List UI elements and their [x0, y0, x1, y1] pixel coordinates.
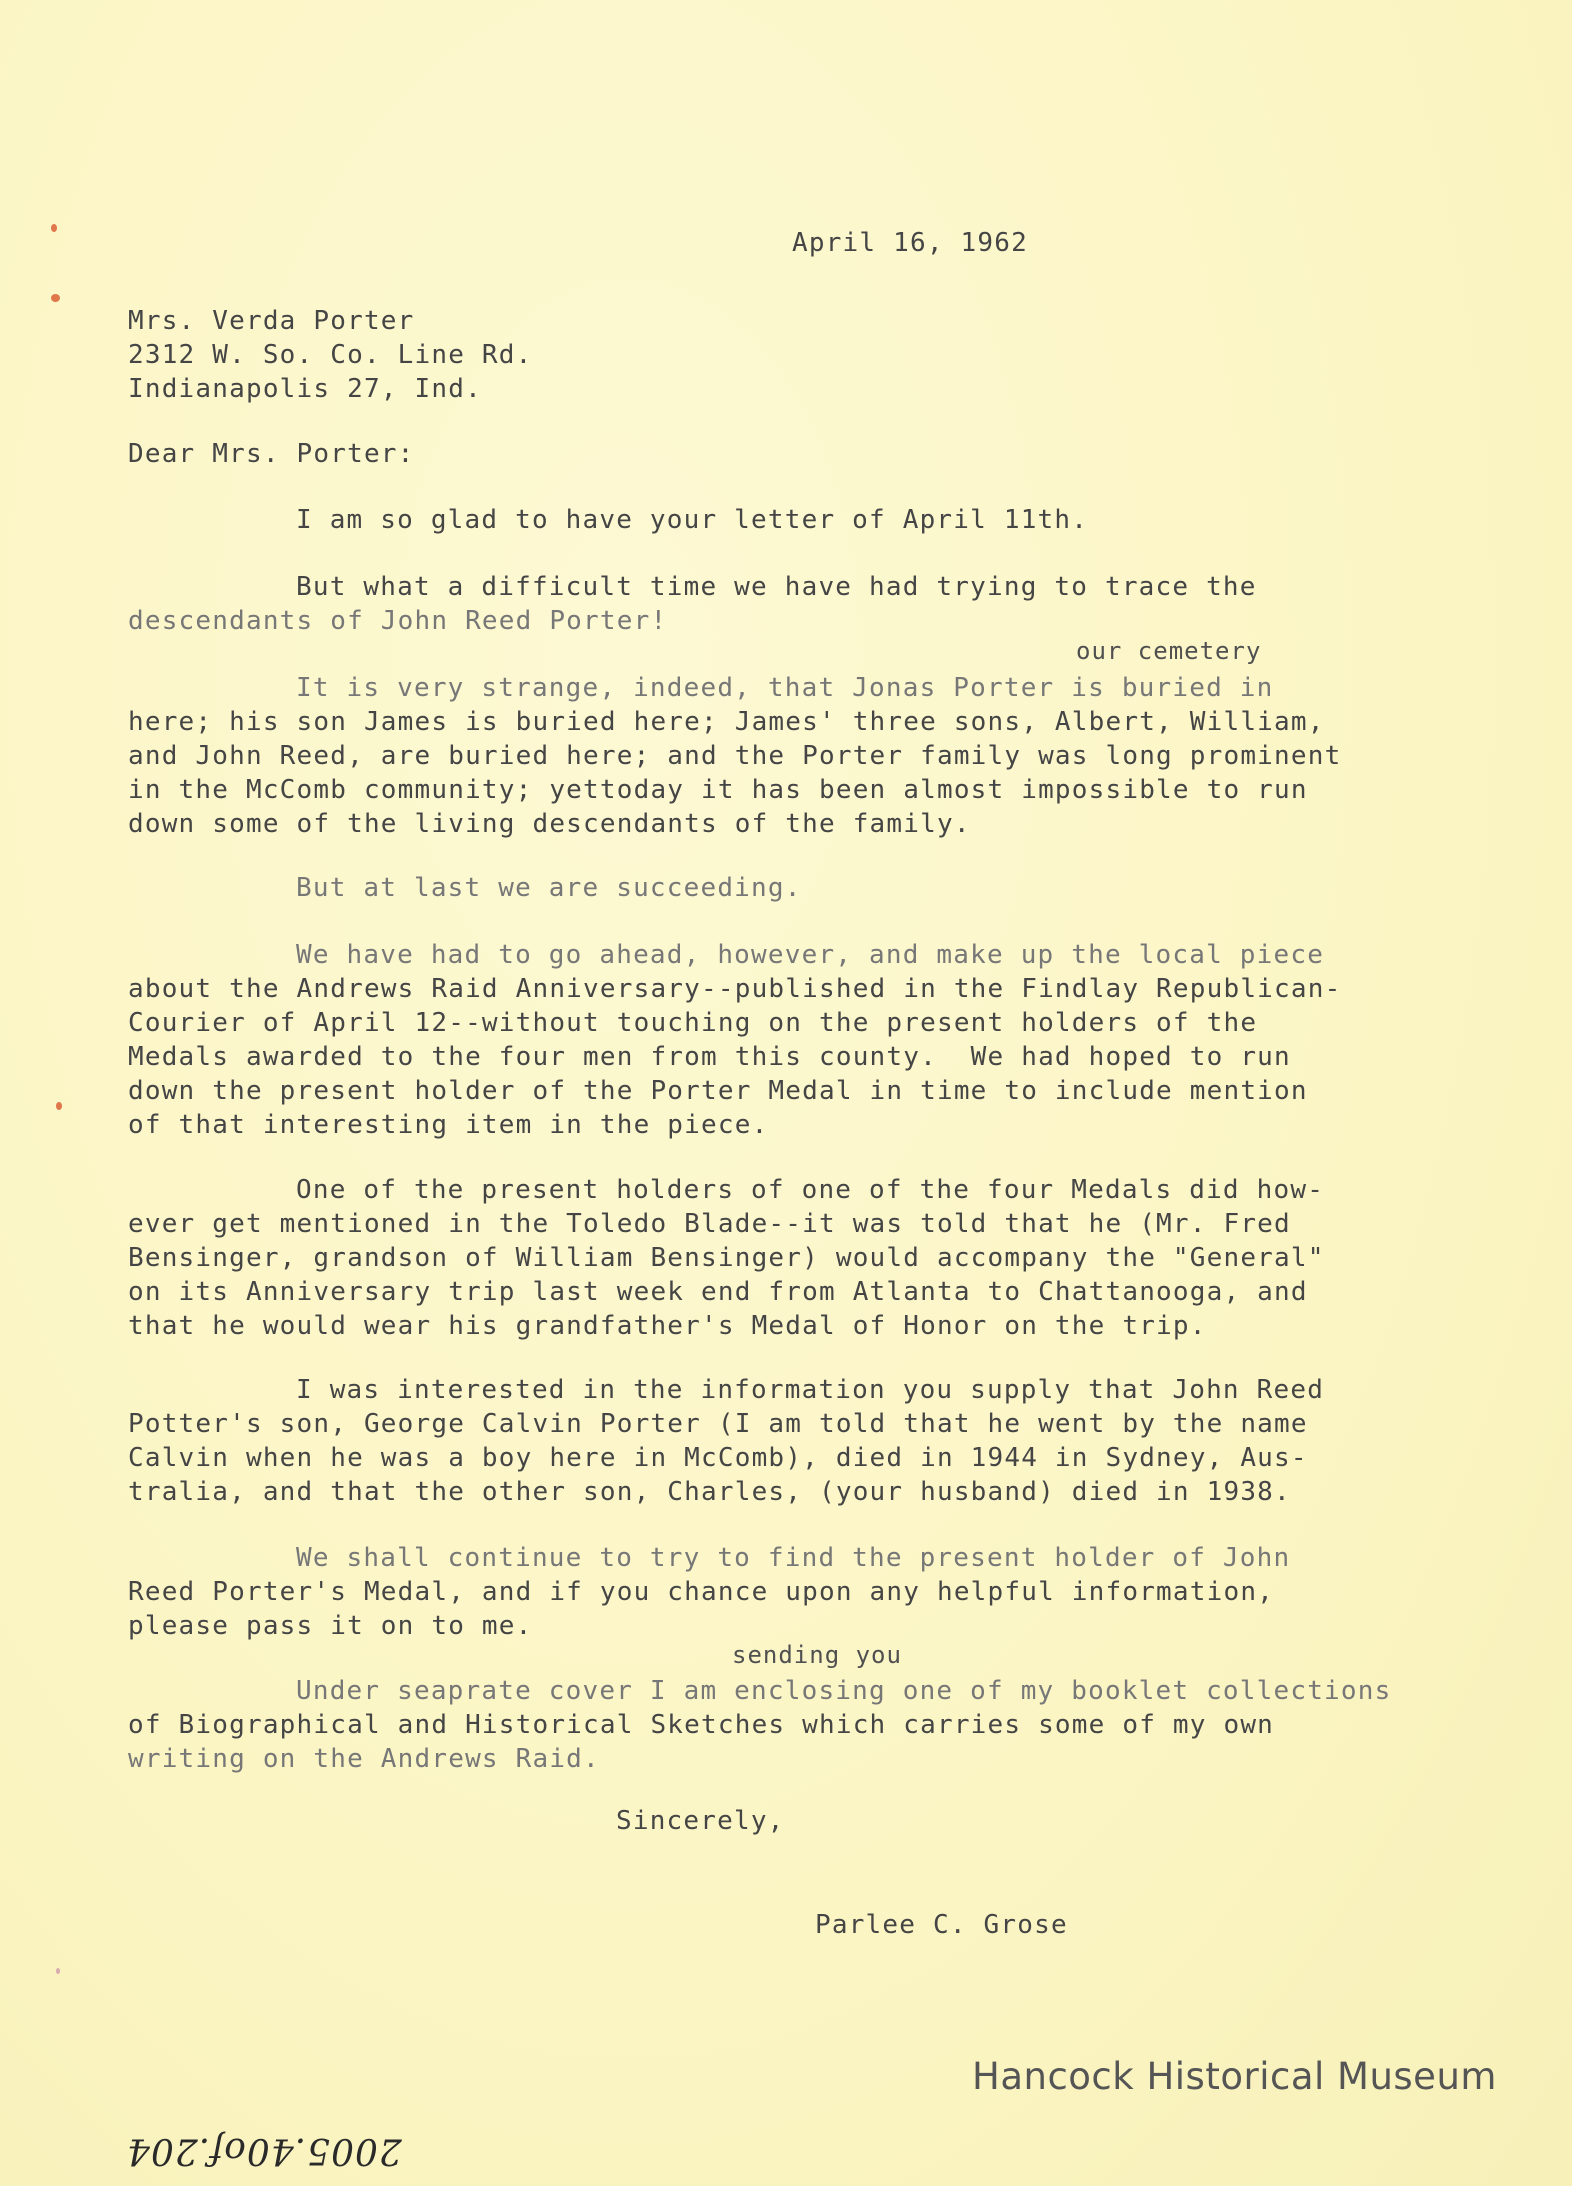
handwritten-accession-number: 2005.40of.204 — [126, 2130, 402, 2171]
typed-insertion: sending you — [732, 1641, 902, 1669]
paragraph-5: We have had to go ahead, however, and make up the local piece about the Andrews Raid Anniversary--published in the Findlay Republican- Courier of April 12--without touching on the present holders of the Medals awarded to the four men from this county. We had hoped to run down the present holder of the Porter Medal in time to include mention of that interesting item in the piece. — [128, 940, 1342, 1140]
ink-speck — [51, 224, 57, 232]
salutation: Dear Mrs. Porter: — [128, 439, 415, 469]
museum-watermark: Hancock Historical Museum — [972, 2055, 1497, 2098]
paragraph-2: But what a difficult time we have had trying to trace the descendants of John Reed Porter! — [128, 572, 1257, 636]
typed-insertion: our cemetery — [1076, 637, 1262, 665]
closing: Sincerely, — [616, 1806, 785, 1836]
recipient-name: Mrs. Verda Porter — [128, 306, 415, 336]
letter-date: April 16, 1962 — [792, 228, 1028, 258]
paragraph-4: But at last we are succeeding. — [296, 873, 802, 903]
ink-speck — [51, 294, 60, 302]
recipient-address — [128, 304, 532, 406]
paragraph-9: Under seaprate cover I am enclosing one of my booklet collections of Biographical and Historical Sketches which carries some of my own writing on the Andrews Raid. — [128, 1676, 1392, 1774]
ink-speck — [56, 1968, 60, 1974]
recipient-city: Indianapolis 27, Ind. — [128, 374, 482, 404]
recipient-street: 2312 W. So. Co. Line Rd. — [128, 340, 533, 370]
ink-speck — [56, 1102, 62, 1110]
paragraph-3: It is very strange, indeed, that Jonas Porter is buried in here; his son James is buried here; James' three sons, Albert, William, and John Reed, are buried here; and the Porter family was long prominent in the McComb community; yettoday it has been almost impossible to run down some of the living descendants of the family. — [128, 673, 1342, 839]
paragraph-6: One of the present holders of one of the four Medals did how- ever get mentioned in the Toledo Blade--it was told that he (Mr. Fred Bensinger, grandson of William Bensinger) would accompany the "General" on its Anniversary trip last week end from Atlanta to Chattanooga, and that he would wear his grandfather's Medal of Honor on the trip. — [128, 1175, 1325, 1341]
paragraph-1: I am so glad to have your letter of April 11th. — [296, 505, 1089, 535]
paragraph-8: We shall continue to try to find the present holder of John Reed Porter's Medal, and if you chance upon any helpful information, please pass it on to me. — [128, 1543, 1291, 1641]
paragraph-7: I was interested in the information you supply that John Reed Potter's son, George Calvin Porter (I am told that he went by the name Calvin when he was a boy here in McComb), died in 1944 in Sydney, Aus- tralia, and that the other son, Charles, (your husband) died in 1938. — [128, 1375, 1325, 1507]
signature-line: Parlee C. Grose — [815, 1910, 1068, 1940]
